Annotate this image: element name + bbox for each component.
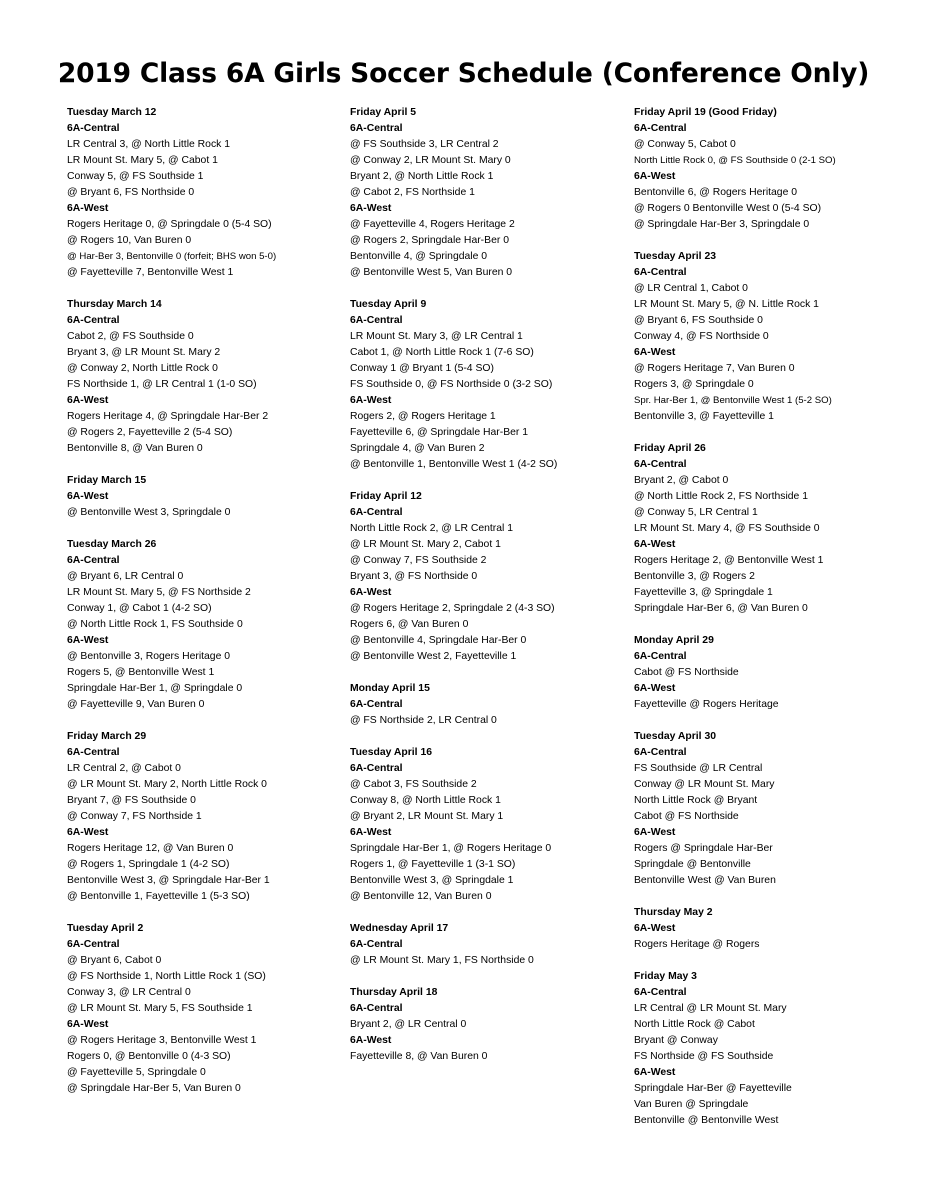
conference-heading: 6A-West [634, 827, 676, 838]
game-result: Cabot 1, @ North Little Rock 1 (7-6 SO) [350, 347, 534, 358]
game-result: @ North Little Rock 1, FS Southside 0 [67, 619, 243, 630]
game-result: Conway @ LR Mount St. Mary [634, 779, 775, 790]
game-result: @ Rogers Heritage 7, Van Buren 0 [634, 363, 795, 374]
conference-heading: 6A-West [634, 923, 676, 934]
match-day [634, 249, 909, 425]
conference-heading: 6A-West [67, 827, 109, 838]
game-result: LR Mount St. Mary 5, @ Cabot 1 [67, 155, 218, 166]
conference-heading: 6A-Central [350, 123, 403, 134]
match-day-date: Wednesday April 17 [350, 923, 449, 934]
game-result: @ LR Mount St. Mary 5, FS Southside 1 [67, 1003, 253, 1014]
conference-heading: 6A-Central [350, 699, 403, 710]
game-result: LR Central @ LR Mount St. Mary [634, 1003, 787, 1014]
game-result: @ Bentonville West 5, Van Buren 0 [350, 267, 513, 278]
game-result: @ Conway 2, North Little Rock 0 [67, 363, 218, 374]
game-result: Fayetteville 8, @ Van Buren 0 [350, 1051, 488, 1062]
conference-heading: 6A-Central [350, 507, 403, 518]
game-result: @ Bryant 6, FS Northside 0 [67, 187, 195, 198]
game-result: North Little Rock @ Bryant [634, 795, 758, 806]
match-day-date: Tuesday April 9 [350, 299, 427, 310]
game-result: @ Bentonville 12, Van Buren 0 [350, 891, 492, 902]
game-result: Bryant @ Conway [634, 1035, 718, 1046]
conference-heading: 6A-Central [67, 123, 120, 134]
game-result: Fayetteville 6, @ Springdale Har-Ber 1 [350, 427, 529, 438]
conference-heading: 6A-Central [634, 267, 687, 278]
game-result: FS Southside @ LR Central [634, 763, 763, 774]
game-result: Bryant 2, @ LR Central 0 [350, 1019, 467, 1030]
game-result: Rogers 6, @ Van Buren 0 [350, 619, 469, 630]
match-day [350, 297, 625, 473]
game-result: LR Mount St. Mary 3, @ LR Central 1 [350, 331, 523, 342]
game-result: FS Northside @ FS Southside [634, 1051, 774, 1062]
conference-heading: 6A-West [350, 827, 392, 838]
game-result: @ LR Mount St. Mary 2, Cabot 1 [350, 539, 501, 550]
match-day [67, 297, 342, 457]
game-result: Spr. Har-Ber 1, @ Bentonville West 1 (5-2 SO) [634, 395, 832, 406]
conference-heading: 6A-West [634, 171, 676, 182]
game-result: @ Rogers 2, Fayetteville 2 (5-4 SO) [67, 427, 233, 438]
game-result: @ LR Mount St. Mary 2, North Little Rock 0 [67, 779, 267, 790]
conference-heading: 6A-West [634, 347, 676, 358]
game-result: Springdale 4, @ Van Buren 2 [350, 443, 485, 454]
match-day-date: Friday April 12 [350, 491, 422, 502]
game-result: @ Conway 5, LR Central 1 [634, 507, 758, 518]
page-title: 2019 Class 6A Girls Soccer Schedule (Conference Only) [57, 58, 870, 89]
match-day [634, 105, 909, 233]
game-result: Springdale Har-Ber 1, @ Springdale 0 [67, 683, 243, 694]
conference-heading: 6A-Central [350, 939, 403, 950]
match-day [350, 489, 625, 665]
game-result: Rogers Heritage @ Rogers [634, 939, 760, 950]
match-day [67, 473, 342, 521]
match-day [350, 921, 625, 969]
game-result: Springdale Har-Ber 1, @ Rogers Heritage 0 [350, 843, 552, 854]
game-result: Bryant 2, @ Cabot 0 [634, 475, 729, 486]
game-result: Bentonville 3, @ Fayetteville 1 [634, 411, 774, 422]
conference-heading: 6A-Central [350, 1003, 403, 1014]
match-day-date: Tuesday March 12 [67, 107, 157, 118]
game-result: Bentonville 8, @ Van Buren 0 [67, 443, 203, 454]
game-result: Rogers Heritage 0, @ Springdale 0 (5-4 SO) [67, 219, 272, 230]
game-result: Cabot 2, @ FS Southside 0 [67, 331, 194, 342]
game-result: Rogers 1, @ Fayetteville 1 (3-1 SO) [350, 859, 516, 870]
match-day-date: Friday March 15 [67, 475, 147, 486]
match-day-date: Tuesday April 16 [350, 747, 432, 758]
game-result: Conway 3, @ LR Central 0 [67, 987, 191, 998]
match-day [350, 105, 625, 281]
game-result: Bryant 3, @ LR Mount St. Mary 2 [67, 347, 221, 358]
schedule-column-2 [350, 105, 625, 1081]
game-result: Bryant 3, @ FS Northside 0 [350, 571, 478, 582]
game-result: Bentonville @ Bentonville West [634, 1115, 779, 1126]
match-day [634, 969, 909, 1129]
conference-heading: 6A-Central [67, 555, 120, 566]
match-day [67, 105, 342, 281]
game-result: @ Conway 2, LR Mount St. Mary 0 [350, 155, 511, 166]
game-result: @ Rogers 10, Van Buren 0 [67, 235, 192, 246]
conference-heading: 6A-West [634, 683, 676, 694]
match-day [634, 441, 909, 617]
game-result: Conway 8, @ North Little Rock 1 [350, 795, 501, 806]
match-day [634, 729, 909, 889]
game-result: LR Central 2, @ Cabot 0 [67, 763, 181, 774]
game-result: LR Mount St. Mary 5, @ FS Northside 2 [67, 587, 251, 598]
match-day [67, 537, 342, 713]
match-day-date: Friday April 5 [350, 107, 417, 118]
game-result: @ Fayetteville 5, Springdale 0 [67, 1067, 206, 1078]
game-result: FS Southside 0, @ FS Northside 0 (3-2 SO) [350, 379, 553, 390]
match-day [634, 633, 909, 713]
game-result: @ Bentonville 1, Fayetteville 1 (5-3 SO) [67, 891, 250, 902]
game-result: @ Fayetteville 4, Rogers Heritage 2 [350, 219, 515, 230]
game-result: @ Cabot 3, FS Southside 2 [350, 779, 477, 790]
match-day-date: Friday April 26 [634, 443, 706, 454]
game-result: Bentonville West 3, @ Springdale 1 [350, 875, 514, 886]
game-result: North Little Rock 2, @ LR Central 1 [350, 523, 514, 534]
game-result: @ FS Northside 1, North Little Rock 1 (SO) [67, 971, 266, 982]
conference-heading: 6A-Central [634, 459, 687, 470]
game-result: Rogers 5, @ Bentonville West 1 [67, 667, 215, 678]
conference-heading: 6A-West [350, 587, 392, 598]
game-result: Bryant 7, @ FS Southside 0 [67, 795, 196, 806]
game-result: @ FS Southside 3, LR Central 2 [350, 139, 499, 150]
match-day-date: Tuesday April 30 [634, 731, 716, 742]
game-result: Springdale Har-Ber 6, @ Van Buren 0 [634, 603, 808, 614]
conference-heading: 6A-Central [634, 123, 687, 134]
conference-heading: 6A-Central [634, 987, 687, 998]
game-result: @ Bentonville West 2, Fayetteville 1 [350, 651, 517, 662]
game-result: @ Fayetteville 9, Van Buren 0 [67, 699, 205, 710]
game-result: @ LR Central 1, Cabot 0 [634, 283, 748, 294]
conference-heading: 6A-Central [67, 315, 120, 326]
game-result: Rogers 3, @ Springdale 0 [634, 379, 754, 390]
match-day-date: Friday May 3 [634, 971, 697, 982]
game-result: Bentonville 3, @ Rogers 2 [634, 571, 755, 582]
game-result: Bentonville 6, @ Rogers Heritage 0 [634, 187, 798, 198]
game-result: @ Rogers 2, Springdale Har-Ber 0 [350, 235, 509, 246]
conference-heading: 6A-West [67, 203, 109, 214]
game-result: Bentonville West @ Van Buren [634, 875, 776, 886]
game-result: @ Rogers 1, Springdale 1 (4-2 SO) [67, 859, 230, 870]
game-result: Rogers Heritage 12, @ Van Buren 0 [67, 843, 234, 854]
match-day [350, 681, 625, 729]
match-day-date: Monday April 15 [350, 683, 430, 694]
game-result: @ Rogers 0 Bentonville West 0 (5-4 SO) [634, 203, 822, 214]
game-result: Bentonville West 3, @ Springdale Har-Ber 1 [67, 875, 270, 886]
game-result: @ Conway 7, FS Northside 1 [67, 811, 202, 822]
match-day-date: Friday March 29 [67, 731, 147, 742]
schedule-column-1 [67, 105, 342, 1113]
conference-heading: 6A-West [67, 1019, 109, 1030]
game-result: @ Conway 7, FS Southside 2 [350, 555, 487, 566]
match-day [67, 729, 342, 905]
conference-heading: 6A-West [67, 491, 109, 502]
game-result: Van Buren @ Springdale [634, 1099, 749, 1110]
game-result: Fayetteville @ Rogers Heritage [634, 699, 779, 710]
conference-heading: 6A-West [634, 1067, 676, 1078]
game-result: Cabot @ FS Northside [634, 667, 739, 678]
game-result: @ Bryant 2, LR Mount St. Mary 1 [350, 811, 504, 822]
game-result: @ LR Mount St. Mary 1, FS Northside 0 [350, 955, 534, 966]
game-result: @ Bentonville 3, Rogers Heritage 0 [67, 651, 231, 662]
match-day-date: Thursday March 14 [67, 299, 162, 310]
match-day-date: Thursday May 2 [634, 907, 713, 918]
conference-heading: 6A-Central [350, 763, 403, 774]
game-result: Rogers Heritage 4, @ Springdale Har-Ber 2 [67, 411, 269, 422]
match-day-date: Tuesday April 23 [634, 251, 716, 262]
game-result: Springdale Har-Ber @ Fayetteville [634, 1083, 792, 1094]
game-result: @ North Little Rock 2, FS Northside 1 [634, 491, 808, 502]
game-result: Rogers @ Springdale Har-Ber [634, 843, 773, 854]
match-day-date: Friday April 19 (Good Friday) [634, 107, 777, 118]
match-day-date: Thursday April 18 [350, 987, 438, 998]
game-result: @ Rogers Heritage 3, Bentonville West 1 [67, 1035, 257, 1046]
game-result: Bryant 2, @ North Little Rock 1 [350, 171, 494, 182]
conference-heading: 6A-Central [67, 939, 120, 950]
game-result: Cabot @ FS Northside [634, 811, 739, 822]
conference-heading: 6A-West [634, 539, 676, 550]
game-result: @ Bryant 6, Cabot 0 [67, 955, 162, 966]
conference-heading: 6A-Central [634, 747, 687, 758]
conference-heading: 6A-West [350, 395, 392, 406]
game-result: @ Bryant 6, LR Central 0 [67, 571, 184, 582]
conference-heading: 6A-West [67, 635, 109, 646]
game-result: North Little Rock 0, @ FS Southside 0 (2-1 SO) [634, 155, 836, 166]
game-result: @ Fayetteville 7, Bentonville West 1 [67, 267, 234, 278]
match-day-date: Tuesday March 26 [67, 539, 157, 550]
game-result: @ Bentonville 1, Bentonville West 1 (4-2 SO) [350, 459, 558, 470]
game-result: @ Springdale Har-Ber 3, Springdale 0 [634, 219, 810, 230]
game-result: LR Central 3, @ North Little Rock 1 [67, 139, 231, 150]
game-result: @ Har-Ber 3, Bentonville 0 (forfeit; BHS won 5-0) [67, 251, 277, 262]
game-result: FS Northside 1, @ LR Central 1 (1-0 SO) [67, 379, 257, 390]
game-result: @ Springdale Har-Ber 5, Van Buren 0 [67, 1083, 241, 1094]
match-day-date: Monday April 29 [634, 635, 714, 646]
game-result: @ Rogers Heritage 2, Springdale 2 (4-3 SO) [350, 603, 555, 614]
game-result: Rogers 2, @ Rogers Heritage 1 [350, 411, 496, 422]
conference-heading: 6A-Central [67, 747, 120, 758]
game-result: @ FS Northside 2, LR Central 0 [350, 715, 497, 726]
match-day [350, 745, 625, 905]
conference-heading: 6A-Central [350, 315, 403, 326]
match-day [67, 921, 342, 1097]
game-result: Rogers Heritage 2, @ Bentonville West 1 [634, 555, 824, 566]
game-result: @ Bentonville West 3, Springdale 0 [67, 507, 231, 518]
game-result: Springdale @ Bentonville [634, 859, 751, 870]
game-result: Bentonville 4, @ Springdale 0 [350, 251, 488, 262]
conference-heading: 6A-Central [634, 651, 687, 662]
game-result: LR Mount St. Mary 5, @ N. Little Rock 1 [634, 299, 819, 310]
game-result: Fayetteville 3, @ Springdale 1 [634, 587, 773, 598]
match-day [634, 905, 909, 953]
conference-heading: 6A-West [350, 1035, 392, 1046]
game-result: LR Mount St. Mary 4, @ FS Southside 0 [634, 523, 820, 534]
game-result: North Little Rock @ Cabot [634, 1019, 755, 1030]
game-result: @ Conway 5, Cabot 0 [634, 139, 736, 150]
game-result: @ Cabot 2, FS Northside 1 [350, 187, 475, 198]
game-result: @ Bentonville 4, Springdale Har-Ber 0 [350, 635, 527, 646]
conference-heading: 6A-West [67, 395, 109, 406]
schedule-column-3 [634, 105, 909, 1145]
match-day [350, 985, 625, 1065]
game-result: Conway 5, @ FS Southside 1 [67, 171, 204, 182]
game-result: @ Bryant 6, FS Southside 0 [634, 315, 763, 326]
match-day-date: Tuesday April 2 [67, 923, 144, 934]
conference-heading: 6A-West [350, 203, 392, 214]
game-result: Conway 1 @ Bryant 1 (5-4 SO) [350, 363, 494, 374]
game-result: Rogers 0, @ Bentonville 0 (4-3 SO) [67, 1051, 231, 1062]
game-result: Conway 1, @ Cabot 1 (4-2 SO) [67, 603, 212, 614]
game-result: Conway 4, @ FS Northside 0 [634, 331, 769, 342]
